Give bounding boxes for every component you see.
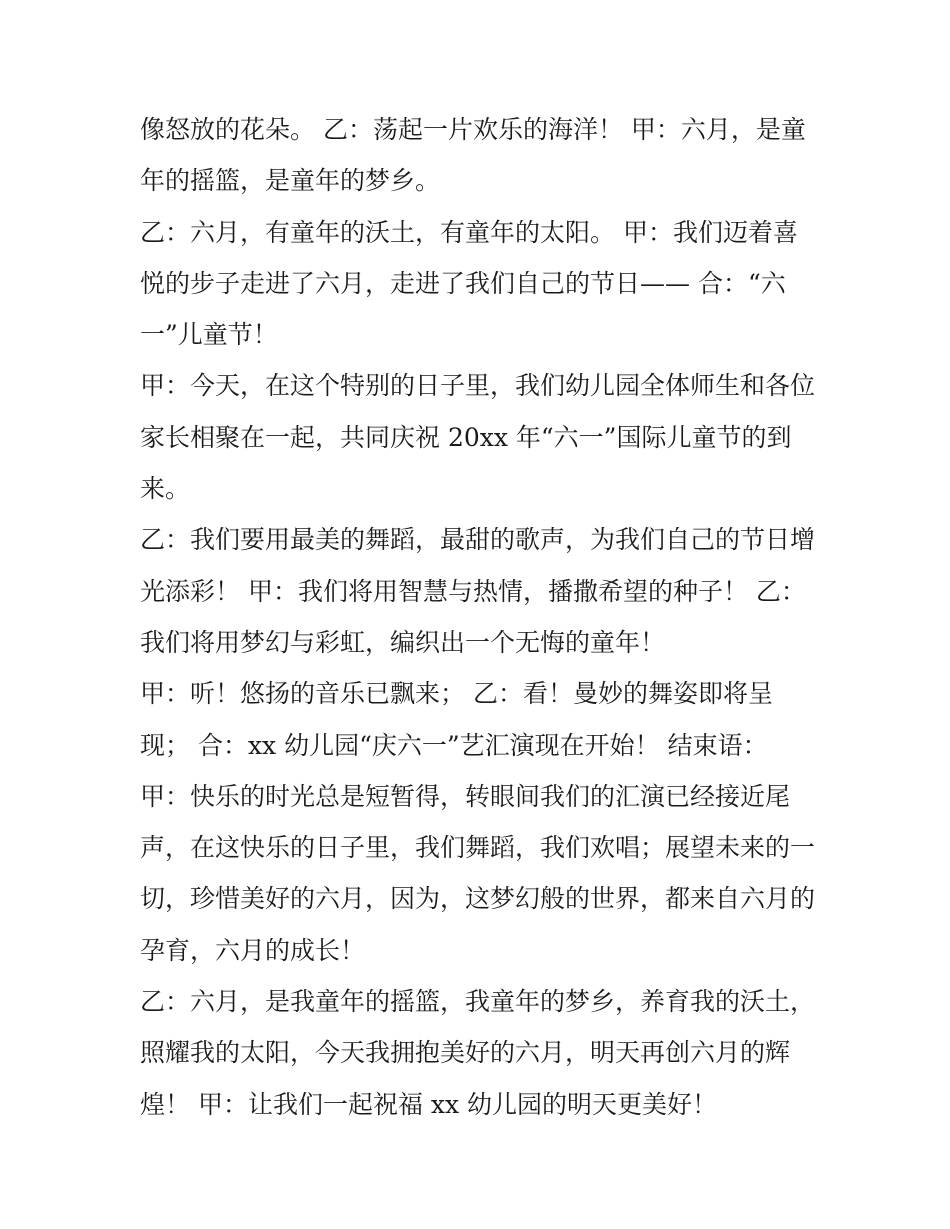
text-line: 光添彩！ 甲：我们将用智慧与热情，播撒希望的种子！ 乙： <box>140 576 806 606</box>
text-line: 年的摇篮，是童年的梦乡。 <box>140 166 441 196</box>
text-line: 孕育，六月的成长！ <box>140 935 366 965</box>
document-body <box>140 104 830 1130</box>
text-line: 悦的步子走进了六月，走进了我们自己的节日—— 合：“六 <box>140 268 786 298</box>
text-line: 声，在这快乐的日子里，我们舞蹈，我们欢唱；展望未来的一 <box>140 833 816 863</box>
text-line: 甲：听！悠扬的音乐已飘来； 乙：看！曼妙的舞姿即将呈 <box>140 679 773 709</box>
text-line: 乙：六月，有童年的沃土，有童年的太阳。 甲：我们迈着喜 <box>140 217 798 247</box>
text-line: 甲：快乐的时光总是短暂得，转眼间我们的汇演已经接近尾 <box>140 781 791 811</box>
text-line: 切，珍惜美好的六月，因为，这梦幻般的世界，都来自六月的 <box>140 884 816 914</box>
text-line: 乙：我们要用最美的舞蹈，最甜的歌声，为我们自己的节日增 <box>140 525 816 555</box>
text-line: 一”儿童节！ <box>140 320 278 350</box>
text-line: 照耀我的太阳，今天我拥抱美好的六月，明天再创六月的辉 <box>140 1038 791 1068</box>
text-line: 家长相聚在一起，共同庆祝 20xx 年“六一”国际儿童节的到 <box>140 422 792 452</box>
text-line: 来。 <box>140 474 191 504</box>
text-line: 煌！ 甲：让我们一起祝福 xx 幼儿园的明天更美好！ <box>140 1089 718 1119</box>
text-line: 甲：今天，在这个特别的日子里，我们幼儿园全体师生和各位 <box>140 371 816 401</box>
text-line: 像怒放的花朵。 乙：荡起一片欢乐的海洋！ 甲：六月，是童 <box>140 115 806 144</box>
text-line: 乙：六月，是我童年的摇篮，我童年的梦乡，养育我的沃土， <box>140 987 816 1017</box>
text-line: 现； 合：xx 幼儿园“庆六一”艺汇演现在开始！ 结束语： <box>140 730 768 760</box>
text-line: 我们将用梦幻与彩虹，编织出一个无悔的童年！ <box>140 627 666 657</box>
